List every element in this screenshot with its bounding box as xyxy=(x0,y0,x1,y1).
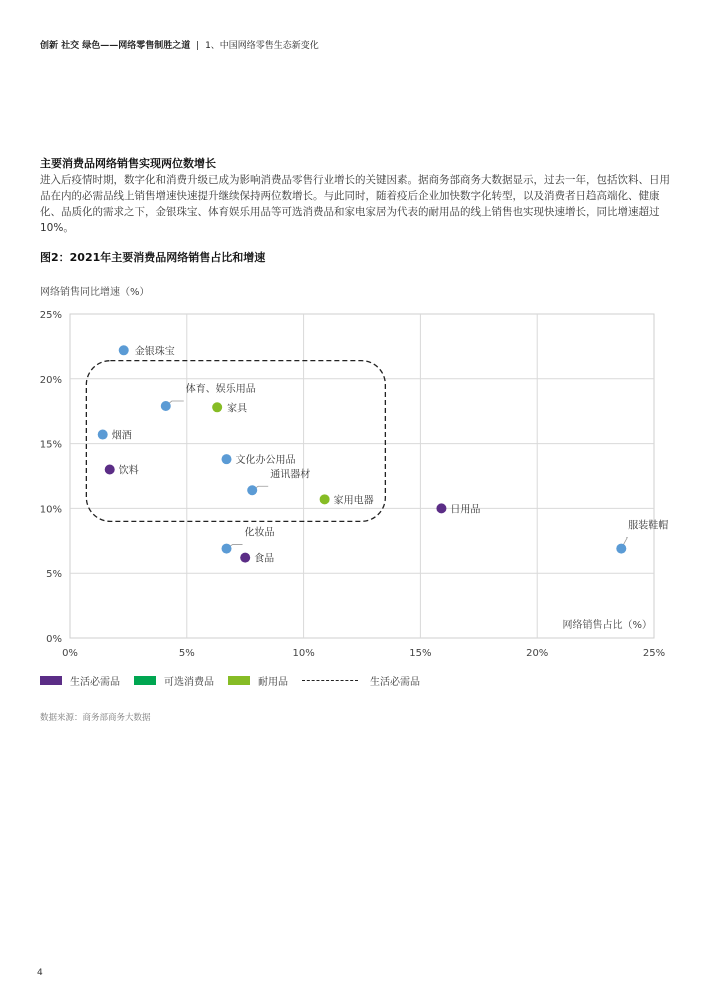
legend-label-dashed: 生活必需品 xyxy=(370,677,420,688)
data-label: 烟酒 xyxy=(111,430,132,442)
data-point-necessity xyxy=(105,465,115,475)
data-point-durable xyxy=(212,402,222,412)
y-tick-label: 25% xyxy=(39,310,62,321)
report-title: 创新 社交 绿色——网络零售制胜之道 xyxy=(40,41,191,51)
plot-frame xyxy=(70,314,654,638)
x-tick-label: 25% xyxy=(642,648,666,659)
data-label: 金银珠宝 xyxy=(134,346,175,358)
data-label: 家具 xyxy=(227,403,248,415)
header-separator: | xyxy=(196,41,200,51)
figure-title: 图2：2021年主要消费品网络销售占比和增速 xyxy=(40,251,266,264)
data-point-optional xyxy=(616,544,626,554)
x-tick-label: 10% xyxy=(292,648,315,659)
page-number: 4 xyxy=(37,968,43,978)
y-tick-label: 20% xyxy=(39,374,62,386)
legend-label-necessity: 生活必需品 xyxy=(70,677,120,688)
legend-swatch-optional xyxy=(134,676,156,685)
data-point-necessity xyxy=(436,503,446,513)
x-tick-label: 0% xyxy=(62,648,78,659)
x-axis-title: 网络销售占比（%） xyxy=(562,620,652,631)
legend-swatch-durable xyxy=(228,676,250,685)
data-label: 服装鞋帽 xyxy=(628,520,669,532)
legend-item-necessity xyxy=(40,673,120,688)
data-label: 家用电器 xyxy=(333,495,374,507)
section-title: 主要消费品网络销售实现两位数增长 xyxy=(40,157,216,170)
data-label: 体育、娱乐用品 xyxy=(185,384,256,396)
legend-dashed-line xyxy=(302,680,358,681)
y-tick-label: 10% xyxy=(39,504,62,516)
y-tick-label: 15% xyxy=(39,439,62,451)
data-label: 通讯器材 xyxy=(270,469,311,481)
chart-legend xyxy=(40,673,434,688)
data-point-optional xyxy=(222,544,232,554)
data-label: 食品 xyxy=(254,553,275,565)
y-tick-label: 5% xyxy=(46,569,62,581)
legend-item-durable xyxy=(228,673,288,688)
header-section: 1、中国网络零售生态新变化 xyxy=(205,41,319,51)
data-label: 化妆品 xyxy=(244,527,275,539)
legend-swatch-necessity xyxy=(40,676,62,685)
x-tick-label: 20% xyxy=(526,648,549,659)
legend-label-optional: 可选消费品 xyxy=(164,677,214,688)
y-tick-label: 0% xyxy=(46,634,62,645)
x-tick-label: 5% xyxy=(178,648,195,659)
data-point-necessity xyxy=(240,553,250,563)
paragraph-text: 进入后疫情时期，数字化和消费升级已成为影响消费品零售行业增长的关键因素。据商务部商务大数据显示，过去一年，包括饮料、日用品在内的必需品线上销售增速快速提升继续保持两位数增长。与此同时，随着疫后企业加快数字化转型，以及消费者日趋高端化、健康化、品质化的需求之下，金银珠宝、体育娱乐用品等可选消费品和家电家居为代表的耐用品的线上销售也实现快速增长，同比增速超过10%。 xyxy=(40,174,670,234)
data-point-optional xyxy=(119,345,129,355)
y-axis-title: 网络销售同比增速（%） xyxy=(40,287,150,298)
x-tick-label: 15% xyxy=(409,648,432,659)
data-label: 文化办公用品 xyxy=(235,455,296,467)
data-point-durable xyxy=(320,494,330,504)
data-point-optional xyxy=(98,430,108,440)
legend-item-dashed xyxy=(302,673,420,688)
data-label: 日用品 xyxy=(450,504,481,516)
legend-label-durable: 耐用品 xyxy=(258,677,288,688)
data-point-optional xyxy=(161,401,171,411)
legend-item-optional xyxy=(134,673,214,688)
data-source: 数据来源：商务部商务大数据 xyxy=(40,713,151,723)
data-label: 饮料 xyxy=(118,465,139,477)
data-point-optional xyxy=(222,454,232,464)
data-point-optional xyxy=(247,485,257,495)
